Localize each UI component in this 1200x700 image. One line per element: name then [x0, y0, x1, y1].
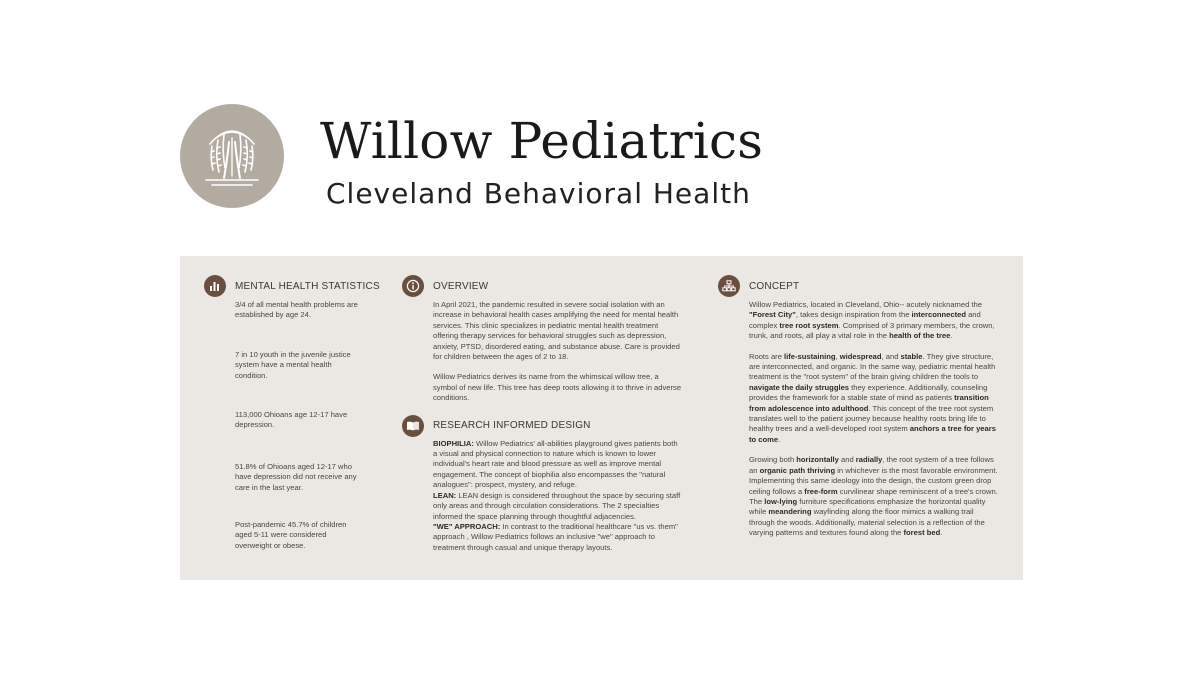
- overview-paragraph: In April 2021, the pandemic resulted in severe social isolation with an increase in behavioral health cases amplifying the need for mental health services. This clinic specializes in pediatric mental health treatment offering therapy services for behavioral struggles such as depression, anxiety, PTSD, disordered eating, and substance abuse. Care is provided for children between the ages of 2 to 18.: [433, 300, 680, 362]
- page-title: Willow Pediatrics: [320, 112, 764, 170]
- lean-label: LEAN:: [433, 490, 457, 500]
- emphasis-text: free-form: [804, 486, 838, 496]
- stats-column: [204, 274, 379, 551]
- emphasis-text: low-lying: [764, 496, 798, 506]
- emphasis-text: "Forest City": [749, 310, 796, 320]
- concept-paragraph: Willow Pediatrics, located in Cleveland, Ohio-- acutely nicknamed the "Forest City", takes design inspiration from the interconnected and complex tree root system. Comprised of 3 primary members, the crown, trunk, and roots, all play a vital role in the health of the tree.: [749, 300, 995, 341]
- stats-heading: MENTAL HEALTH STATISTICS: [235, 280, 380, 292]
- bar-chart-icon: [204, 275, 226, 297]
- concept-header: [718, 274, 1000, 298]
- hierarchy-icon: [718, 275, 740, 297]
- emphasis-text: horizontally: [796, 455, 839, 465]
- logo: [180, 104, 284, 208]
- stats-header: [204, 274, 379, 298]
- emphasis-text: life-sustaining: [784, 351, 836, 361]
- emphasis-text: tree root system: [779, 320, 839, 330]
- overview-header: [402, 274, 682, 298]
- info-icon: [402, 275, 424, 297]
- page-subtitle: Cleveland Behavioral Health: [326, 177, 751, 210]
- lean-paragraph: [433, 491, 682, 522]
- lean-text: LEAN design is considered throughout the space by securing staff only areas and through circulation considerations. The 2 specialties informed the space planning through thoughtful adjacencies.: [433, 490, 681, 521]
- stat-item: 113,000 Ohioans age 12-17 have depression.: [235, 410, 348, 430]
- concept-paragraph: Roots are life-sustaining, widespread, and stable. They give structure, are interconnected, and organic. In the same way, pediatric mental health treatment is the "root system" of the brain giving children the tools to navigate the daily struggles they experience. Additionally, counseling provides the framework for a stable state of mind as patients transition from adolescence into adulthood. This concept of the tree root system translates well to the patient journey because healthy roots bring life to healthy trees and a well-developed root system anchors a tree for years to come.: [749, 351, 996, 444]
- emphasis-text: widespread: [839, 351, 882, 361]
- info-panel: [180, 256, 1023, 580]
- biophilia-label: BIOPHILIA:: [433, 438, 474, 448]
- emphasis-text: organic path thriving: [759, 465, 836, 475]
- overview-paragraph: Willow Pediatrics derives its name from the whimsical willow tree, a symbol of new life. This tree has deep roots allowing it to thrive in adverse conditions.: [433, 372, 682, 403]
- emphasis-text: forest bed: [903, 528, 941, 538]
- stat-item: 51.8% of Ohioans aged 12-17 who have depression did not receive any care in the last year.: [235, 462, 357, 492]
- emphasis-text: meandering: [768, 507, 812, 517]
- research-header: [402, 414, 682, 438]
- concept-heading: CONCEPT: [749, 280, 800, 292]
- stat-item: Post-pandemic 45.7% of children aged 5-11 were considered overweight or obese.: [235, 520, 347, 550]
- stat-item: 3/4 of all mental health problems are established by age 24.: [235, 300, 358, 320]
- concept-column: [718, 274, 1000, 539]
- willow-tree-icon: [180, 104, 284, 208]
- emphasis-text: interconnected: [911, 310, 966, 320]
- we-approach-text: In contrast to the traditional healthcare "us vs. them" approach , Willow Pediatrics follows an inclusive "we" approach to treatment through casual and unique therapy layouts.: [433, 521, 678, 552]
- biophilia-paragraph: [433, 439, 682, 491]
- biophilia-text: Willow Pediatrics' all-abilities playground gives patients both a visual and physical connection to nature which is known to lower individual's heart rate and blood pressure as well as improve mental engagement. The concept of biophilia also encompasses the "natural analogues": prospect, mystery, and refuge.: [433, 438, 678, 490]
- emphasis-text: transition from adolescence into adulthood: [749, 393, 989, 413]
- emphasis-text: navigate the daily struggles: [749, 382, 850, 392]
- overview-column: [402, 274, 682, 553]
- we-approach-label: "WE" APPROACH:: [433, 521, 501, 531]
- emphasis-text: stable: [900, 351, 923, 361]
- overview-heading: OVERVIEW: [433, 280, 489, 292]
- research-heading: RESEARCH INFORMED DESIGN: [433, 420, 591, 432]
- stat-item: 7 in 10 youth in the juvenile justice system have a mental health condition.: [235, 350, 351, 380]
- book-icon: [402, 415, 424, 437]
- we-approach-paragraph: [433, 522, 682, 553]
- emphasis-text: radially: [855, 455, 883, 465]
- emphasis-text: health of the tree: [889, 331, 951, 341]
- concept-paragraph: Growing both horizontally and radially, the root system of a tree follows an organic path thriving in whichever is the most favorable environment. Implementing this same ideology into the design, the custom green drop ceiling follows a free-form curvilinear shape reminiscent of a tree's crown. The low-lying furniture specifications emphasize the horizontal quality while meandering wayfinding along the floor mimics a walking trail through the woods. Additionally, material selection is a reflection of the varying patterns and textures found along the forest bed.: [749, 455, 998, 538]
- emphasis-text: anchors a tree for years to come: [749, 424, 996, 444]
